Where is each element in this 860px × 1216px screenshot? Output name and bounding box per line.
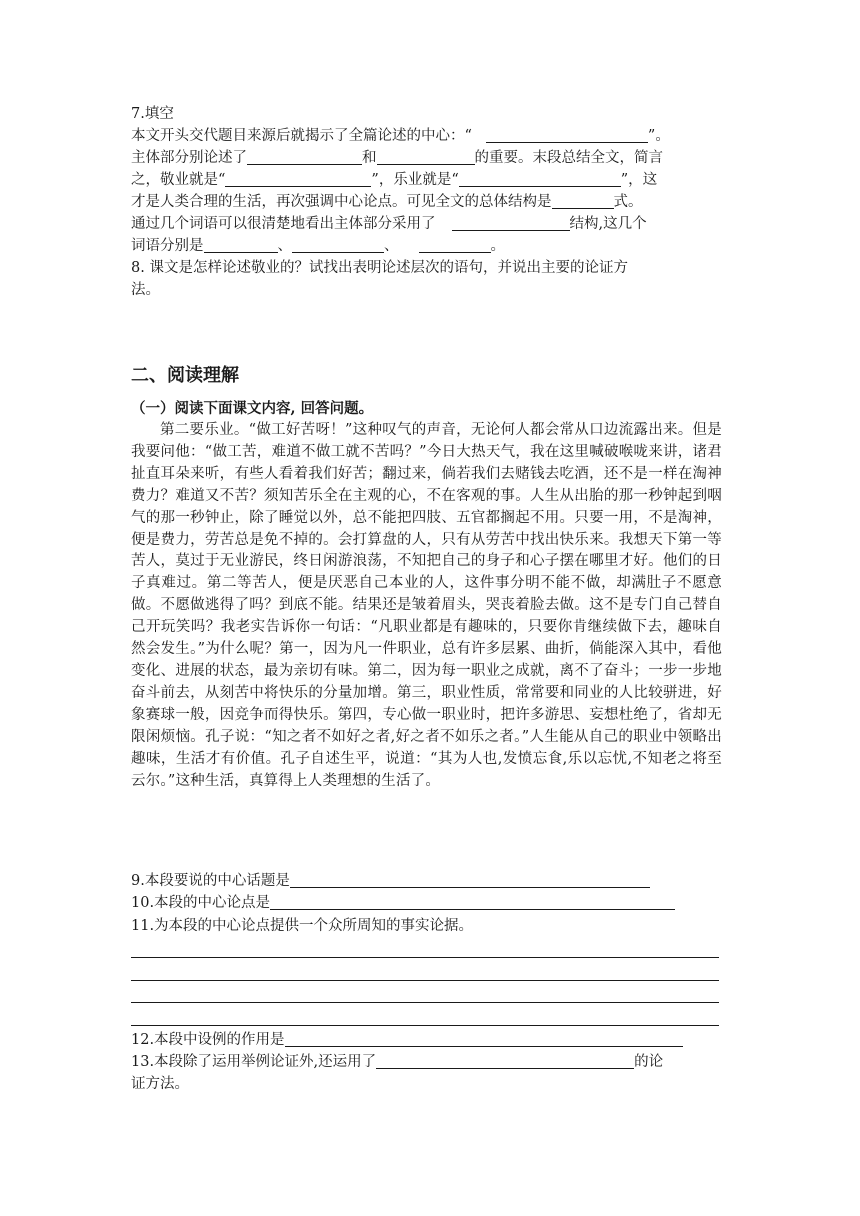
q7-text: 和: [362, 150, 377, 166]
q7-line-3: [131, 170, 657, 191]
q13-text: 的论: [634, 1054, 664, 1070]
q10-line: [131, 893, 675, 914]
q11-answer-line-3[interactable]: [131, 1002, 719, 1003]
q7-blank-structure[interactable]: [552, 192, 614, 209]
section-subtitle: （一）阅读下面课文内容, 回答问题。: [131, 400, 374, 417]
q12-line: [131, 1030, 683, 1051]
q7-text: 通过几个词语可以很清楚地看出主体部分采用了: [131, 216, 436, 232]
reading-passage: 第二要乐业。“做工好苦呀！”这种叹气的声音，无论何人都会常从口边流露出来。但是我要问他：“做工苦，难道不做工就不苦吗？”今日大热天气，我在这里喊破喉咙来讲，诸君扯直耳朵来听，有些人看着我们好苦；翻过来，倘若我们去赌钱去吃酒，还不是一样在淘神费力？难道又不苦？须知苦乐全在主观的心，不在客观的事。人生从出胎的那一秒钟起到咽气的那一秒钟止，除了睡觉以外，总不能把四肢、五官都搁起不用。只要一用，不是淘神，便是费力，劳苦总是免不掉的。会打算盘的人，只有从劳苦中找出快乐来。我想天下第一等苦人，莫过于无业游民，终日闲游浪荡，不知把自己的身子和心子摆在哪里才好。他们的日子真难过。第二等苦人，便是厌恶自己本业的人，这件事分明不能不做，却满肚子不愿意做。不愿做逃得了吗？到底不能。结果还是皱着眉头，哭丧着脸去做。这不是专门自己替自己开玩笑吗？我老实告诉你一句话：“凡职业都是有趣味的，只要你肯继续做下去，趣味自然会发生。”为什么呢？第一，因为凡一件职业，总有许多层累、曲折，倘能深入其中，看他变化、进展的状态，最为亲切有味。第二，因为每一职业之成就，离不了奋斗；一步一步地奋斗前去，从刻苦中将快乐的分量加增。第三，职业性质，常常要和同业的人比较骈进，好象赛球一般，因竞争而得快乐。第四，专心做一职业时，把许多游思、妄想杜绝了，省却无限闲烦恼。孔子说：“知之者不如好之者,好之者不如乐之者。”人生能从自己的职业中领略出趣味，生活才有价值。孔子自述生平，说道：“其为人也,发愤忘食,乐以忘忧,不知老之将至云尔。”这种生活，真算得上人类理想的生活了。: [131, 422, 722, 789]
q7-text: 本文开头交代题目来源后就揭示了全篇论述的中心：“: [131, 128, 472, 144]
q7-line-4: [131, 192, 643, 213]
q12-text: 12.本段中设例的作用是: [131, 1032, 285, 1048]
q7-blank-topic-1[interactable]: [247, 148, 362, 165]
q7-blank-word-1[interactable]: [204, 236, 278, 253]
q7-line-5: [131, 214, 647, 235]
q9-answer-blank[interactable]: [290, 871, 650, 888]
q10-answer-blank[interactable]: [270, 893, 675, 910]
q7-label: 7.填空: [131, 106, 174, 122]
q11-text: 11.为本段的中心论点提供一个众所周知的事实论据。: [131, 918, 474, 934]
q13-text: 13.本段除了运用举例论证外,还运用了: [131, 1054, 377, 1070]
q7-text: 才是人类合理的生活，再次强调中心论点。可见全文的总体结构是: [131, 194, 552, 210]
q7-blank-body-structure[interactable]: [452, 214, 570, 231]
q7-blank-leye[interactable]: [459, 170, 621, 187]
q7-text: 词语分别是: [131, 238, 204, 254]
q7-text: 结构,这几个: [569, 216, 647, 232]
q7-blank-word-3[interactable]: [419, 236, 491, 253]
section-title: 二、阅读理解: [131, 365, 239, 386]
q11-answer-line-2[interactable]: [131, 980, 719, 981]
q7-text: ”。: [647, 128, 670, 144]
q7-text: 式。: [613, 194, 643, 210]
q7-text: ”，乐业就是“: [371, 172, 459, 188]
q7-text: 主体部分别论述了: [131, 150, 247, 166]
q12-answer-blank[interactable]: [285, 1030, 683, 1047]
q11-answer-line-1[interactable]: [131, 957, 719, 958]
q9-line: [131, 871, 650, 892]
q7-sep: 、: [384, 238, 399, 254]
q7-blank-jingye[interactable]: [225, 170, 371, 187]
q9-text: 9.本段要说的中心话题是: [131, 873, 290, 889]
q13-line-2: 证方法。: [131, 1076, 189, 1092]
q7-sep: 、: [277, 238, 292, 254]
q13-line-1: [131, 1052, 663, 1073]
q7-line-2: [131, 148, 663, 169]
q7-blank-topic-2[interactable]: [377, 148, 475, 165]
q7-end: 。: [490, 238, 505, 254]
q8-line-1: 8. 课文是怎样论述敬业的？试找出表明论述层次的语句，并说出主要的论证方: [131, 260, 628, 276]
q7-text: ”，这: [620, 172, 658, 188]
q7-blank-word-2[interactable]: [292, 236, 384, 253]
q13-answer-blank[interactable]: [376, 1052, 634, 1069]
q10-text: 10.本段的中心论点是: [131, 895, 271, 911]
q7-line-1: [131, 126, 670, 147]
q7-line-6: [131, 236, 505, 257]
q8-line-2: 法。: [131, 282, 160, 298]
q7-text: 的重要。末段总结全文，简言: [474, 150, 663, 166]
q7-text: 之，敬业就是“: [131, 172, 226, 188]
q11-answer-line-4[interactable]: [131, 1025, 719, 1026]
q7-blank-center[interactable]: [486, 126, 648, 143]
